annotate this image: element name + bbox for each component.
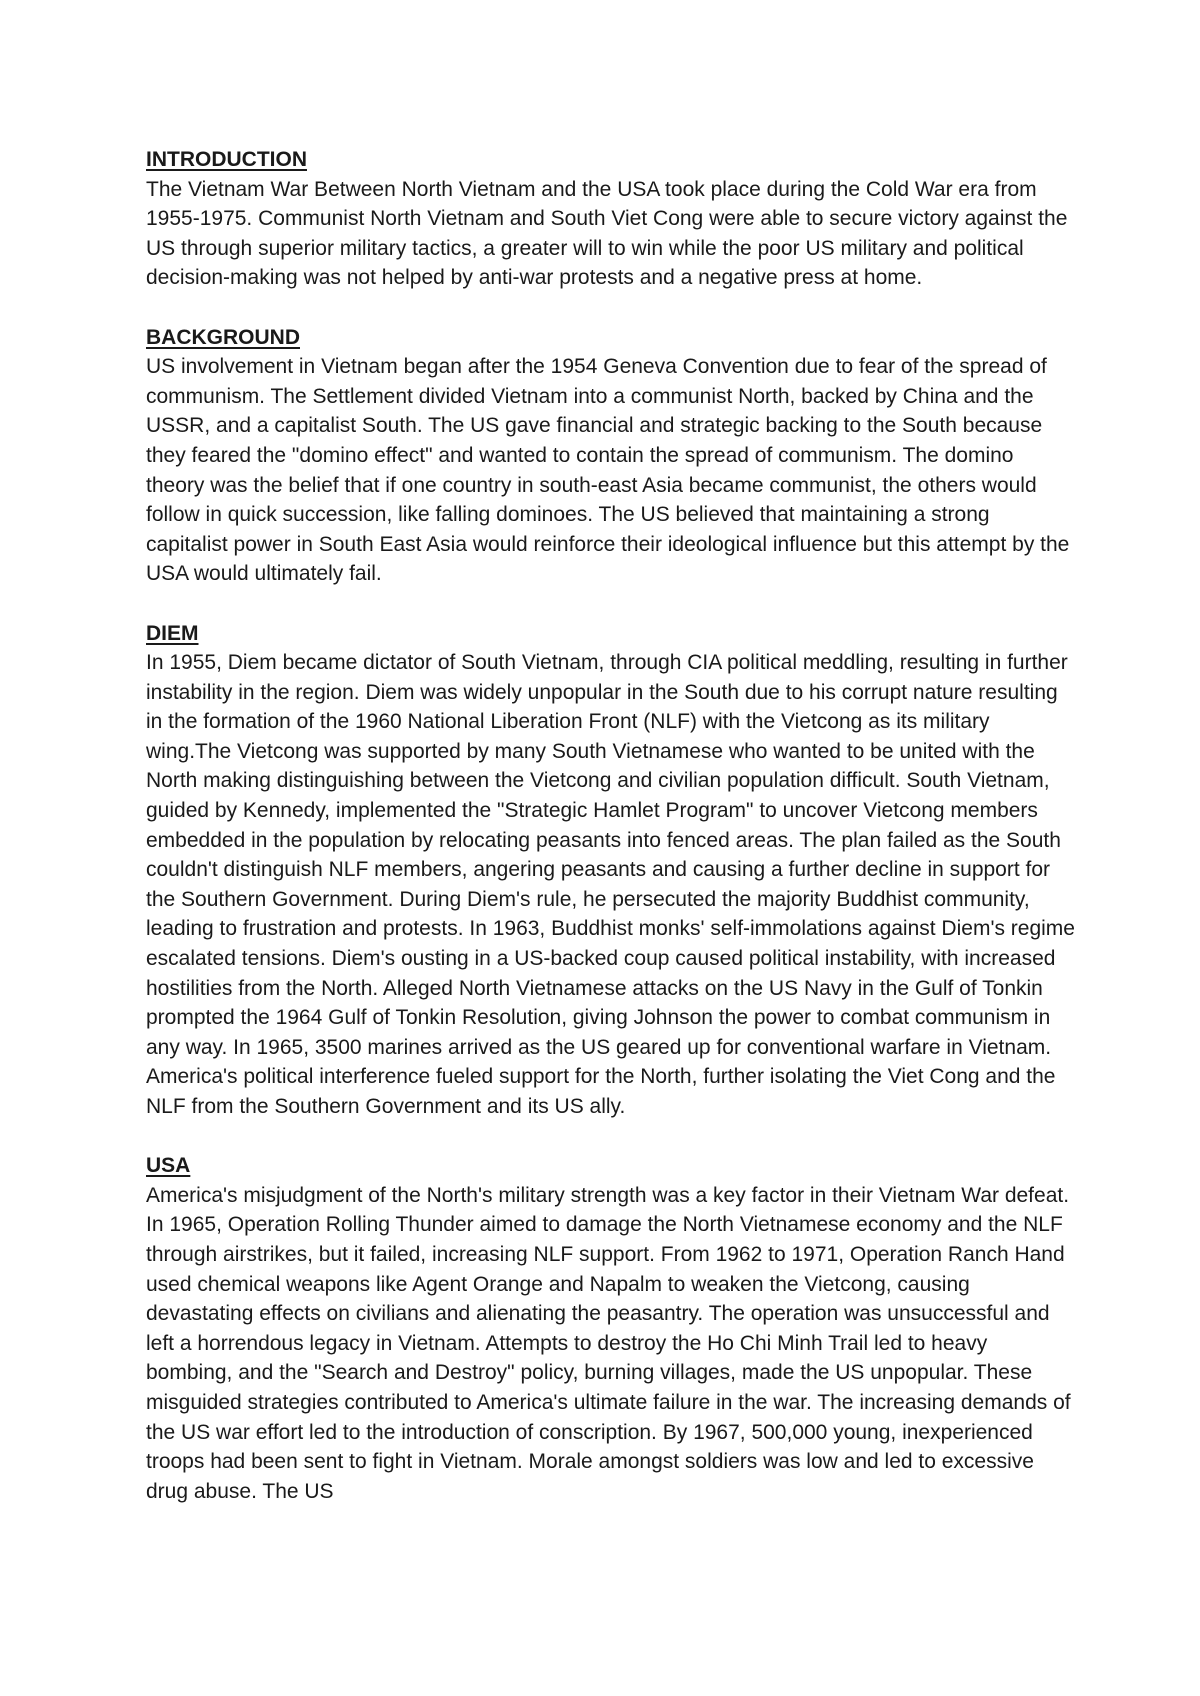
section-heading: DIEM bbox=[146, 621, 199, 645]
section-paragraph: In 1955, Diem became dictator of South Vietnam, through CIA political meddling, resulting in further instability in the region. Diem was widely unpopular in the South due to his corrupt nature resulting in the formation of the 1960 National Liberation Front (NLF) with the Vietcong as its military wing.The Vietcong was supported by many South Vietnamese who wanted to be united with the North making distinguishing between the Vietcong and civilian population difficult. South Vietnam, guided by Kennedy, implemented the "Strategic Hamlet Program" to uncover Vietcong members embedded in the population by relocating peasants into fenced areas. The plan failed as the South couldn't distinguish NLF members, angering peasants and causing a further decline in support for the Southern Government. During Diem's rule, he persecuted the majority Buddhist community, leading to frustration and protests. In 1963, Buddhist monks' self-immolations against Diem's regime escalated tensions. Diem's ousting in a US-backed coup caused political instability, with increased hostilities from the North. Alleged North Vietnamese attacks on the US Navy in the Gulf of Tonkin prompted the 1964 Gulf of Tonkin Resolution, giving Johnson the power to combat communism in any way. In 1965, 3500 marines arrived as the US geared up for conventional warfare in Vietnam. America's political interference fueled support for the North, further isolating the Viet Cong and the NLF from the Southern Government and its US ally. bbox=[146, 651, 1075, 1118]
section-paragraph: America's misjudgment of the North's military strength was a key factor in their Vietnam War defeat. In 1965, Operation Rolling Thunder aimed to damage the North Vietnamese economy and the NLF through airstrikes, but it failed, increasing NLF support. From 1962 to 1971, Operation Ranch Hand used chemical weapons like Agent Orange and Napalm to weaken the Vietcong, causing devastating effects on civilians and alienating the peasantry. The operation was unsuccessful and left a horrendous legacy in Vietnam. Attempts to destroy the Ho Chi Minh Trail led to heavy bombing, and the "Search and Destroy" policy, burning villages, made the US unpopular. These misguided strategies contributed to America's ultimate failure in the war. The increasing demands of the US war effort led to the introduction of conscription. By 1967, 500,000 young, inexperienced troops had been sent to fight in Vietnam. Morale amongst soldiers was low and led to excessive drug abuse. The US bbox=[146, 1183, 1071, 1503]
section-background bbox=[146, 323, 1076, 589]
section-paragraph: US involvement in Vietnam began after the 1954 Geneva Convention due to fear of the spread of communism. The Settlement divided Vietnam into a communist North, backed by China and the USSR, and a capitalist South. The US gave financial and strategic backing to the South because they feared the "domino effect" and wanted to contain the spread of communism. The domino theory was the belief that if one country in south-east Asia became communist, the others would follow in quick succession, like falling dominoes. The US believed that maintaining a strong capitalist power in South East Asia would reinforce their ideological influence but this attempt by the USA would ultimately fail. bbox=[146, 355, 1070, 586]
section-introduction bbox=[146, 145, 1076, 293]
section-heading: INTRODUCTION bbox=[146, 148, 307, 171]
section-usa bbox=[146, 1151, 1076, 1506]
section-heading: USA bbox=[146, 1154, 191, 1178]
section-heading: BACKGROUND bbox=[146, 325, 300, 349]
section-paragraph: The Vietnam War Between North Vietnam and the USA took place during the Cold War era from 1955-1975. Communist North Vietnam and South Viet Cong were able to secure victory against the US through superior military tactics, a greater will to win while the poor US military and political decision-making was not helped by anti-war protests and a negative press at home. bbox=[146, 177, 1068, 290]
section-diem bbox=[146, 619, 1076, 1122]
document-body bbox=[146, 145, 1076, 1536]
